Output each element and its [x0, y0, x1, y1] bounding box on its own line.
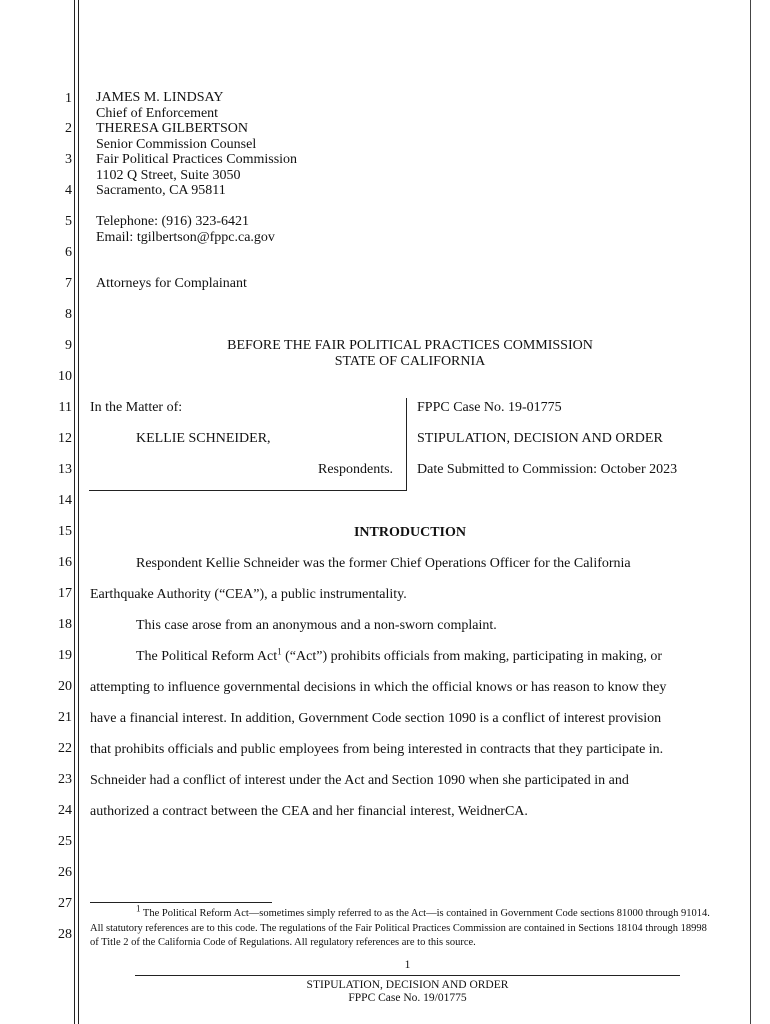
body-line: authorized a contract between the CEA and her financial interest, WeidnerCA. — [90, 804, 528, 819]
line-number: 18 — [58, 617, 72, 632]
line-number: 7 — [65, 276, 72, 291]
line-number: 21 — [58, 710, 72, 725]
line-number: 12 — [58, 431, 72, 446]
footnote — [90, 903, 710, 951]
left-margin-rule-outer — [74, 0, 75, 1024]
line-number: 27 — [58, 896, 72, 911]
line-number: 15 — [58, 524, 72, 539]
line-number: 23 — [58, 772, 72, 787]
header-line: Fair Political Practices Commission — [96, 152, 298, 167]
line-number: 25 — [58, 834, 72, 849]
header-line: THERESA GILBERTSON — [96, 121, 248, 136]
page-number: 1 — [404, 959, 411, 971]
line-number: 9 — [65, 338, 72, 353]
line-number: 13 — [58, 462, 72, 477]
line-number: 14 — [58, 493, 72, 508]
respondents-label: Respondents. — [318, 462, 394, 477]
header-line: 1102 Q Street, Suite 3050 — [96, 167, 241, 183]
left-margin-rule-inner — [78, 0, 79, 1024]
body-line: Schneider had a conflict of interest under the Act and Section 1090 when she participated in and — [90, 773, 629, 788]
attorney-header — [96, 90, 297, 199]
footer-rule — [135, 975, 680, 976]
body-text: (“Act”) prohibits officials from making, participating in making, or — [281, 649, 663, 664]
in-the-matter: In the Matter of: — [90, 400, 183, 415]
caption-underline — [89, 490, 407, 491]
line-number: 10 — [58, 369, 72, 384]
footer-title: STIPULATION, DECISION AND ORDER — [306, 979, 509, 991]
section-heading: INTRODUCTION — [353, 525, 466, 540]
date-submitted: Date Submitted to Commission: October 2023 — [417, 462, 678, 477]
email: Email: tgilbertson@fppc.ca.gov — [96, 230, 275, 245]
line-number: 1 — [65, 91, 72, 106]
body-text: The Political Reform Act — [136, 649, 278, 664]
body-line: This case arose from an anonymous and a non-sworn complaint. — [136, 618, 497, 633]
telephone: Telephone: (916) 323-6421 — [96, 214, 249, 229]
court-subtitle: STATE OF CALIFORNIA — [334, 354, 486, 369]
body-line: have a financial interest. In addition, Government Code section 1090 is a conflict of interest provision — [90, 711, 662, 726]
line-number: 28 — [58, 927, 72, 942]
line-number: 20 — [58, 679, 72, 694]
line-number: 22 — [58, 741, 72, 756]
line-number: 6 — [65, 245, 72, 260]
body-line: Earthquake Authority (“CEA”), a public instrumentality. — [90, 587, 407, 602]
line-number: 17 — [58, 586, 72, 601]
body-line: attempting to influence governmental decisions in which the official knows or has reason to know they — [90, 680, 667, 695]
caption-divider — [406, 398, 407, 491]
line-number: 8 — [65, 307, 72, 322]
line-number: 2 — [65, 121, 72, 136]
footnote-separator — [90, 902, 272, 903]
line-number: 5 — [65, 214, 72, 229]
header-line: Chief of Enforcement — [96, 105, 219, 121]
line-number: 4 — [65, 183, 72, 198]
line-number: 26 — [58, 865, 72, 880]
line-number: 24 — [58, 803, 72, 818]
line-number: 16 — [58, 555, 72, 570]
header-line: Sacramento, CA 95811 — [96, 183, 226, 198]
footnote-ref[interactable]: 1 — [277, 646, 282, 657]
line-number: 19 — [58, 648, 72, 663]
header-line: Senior Commission Counsel — [96, 136, 257, 152]
document-title: STIPULATION, DECISION AND ORDER — [417, 431, 663, 446]
header-line: JAMES M. LINDSAY — [96, 90, 224, 105]
respondent-name: KELLIE SCHNEIDER, — [136, 431, 271, 446]
footnote-mark: 1 — [136, 903, 141, 914]
body-line — [136, 646, 663, 665]
case-number: FPPC Case No. 19-01775 — [417, 400, 562, 415]
right-margin-rule — [750, 0, 751, 1024]
footer-case: FPPC Case No. 19/01775 — [348, 992, 467, 1004]
body-line: that prohibits officials and public employees from being interested in contracts that they participate in. — [90, 742, 664, 757]
line-number: 11 — [58, 400, 72, 415]
footnote-text: The Political Reform Act—sometimes simply referred to as the Act—is contained in Government Code sections 81000 through 91014. All statutory references are to this code. The regulations of the Fair Political Practices Commission are contained in Sections 18104 through 18998 of Title 2 of the California Code of Regulations. All regulatory references are to this source. — [90, 908, 710, 948]
line-number: 3 — [65, 152, 72, 167]
court-title: BEFORE THE FAIR POLITICAL PRACTICES COMMISSION — [227, 338, 593, 353]
body-line: Respondent Kellie Schneider was the former Chief Operations Officer for the California — [136, 556, 631, 571]
attorneys-for: Attorneys for Complainant — [96, 276, 247, 291]
